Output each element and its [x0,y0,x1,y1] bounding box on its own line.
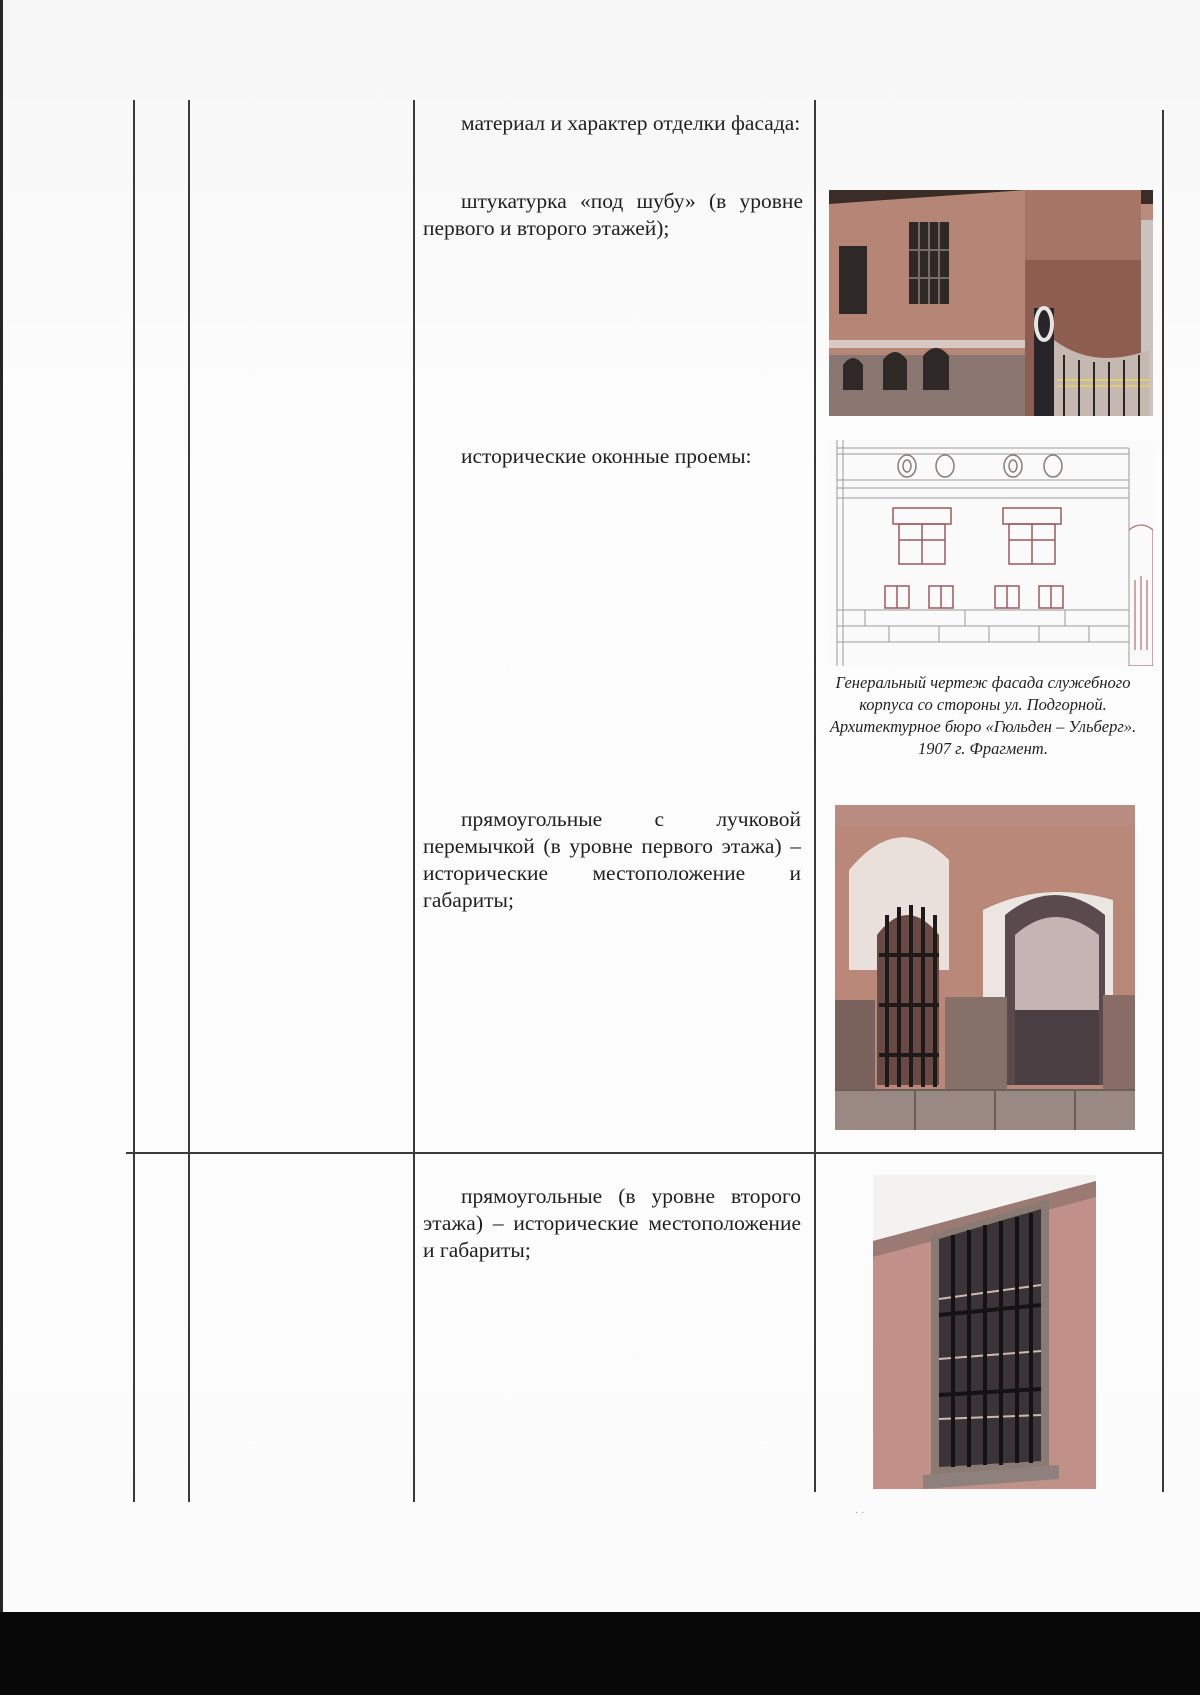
scan-edge [0,0,3,1612]
second-floor-windows-text: прямоугольные (в уровне второго этажа) – исторические местоположение и габариты; [423,1184,801,1262]
second-floor-window-photo [873,1175,1096,1489]
plaster-finish-text: штукатурка «под шубу» (в уровне первого и второго этажей); [423,189,803,240]
table-border-col2 [188,100,190,1502]
facade-drawing [829,440,1153,666]
table-border-left [133,100,135,1502]
table-border-col3 [413,100,415,1502]
first-floor-windows-text: прямоугольные с лучковой перемычкой (в уровне первого этажа) – исторические местоположение и габариты; [423,807,801,912]
table-border-right [1162,110,1164,1492]
historic-windows-heading: исторические оконные проемы: [461,444,752,468]
scan-bottom-border [0,1612,1200,1695]
facade-finish-heading: материал и характер отделки фасада: [461,111,801,135]
scan-dust: · · [855,1508,865,1519]
table-row-divider [126,1152,1163,1154]
table-border-col4 [814,100,816,1492]
facade-corner-photo [829,190,1153,416]
arched-windows-photo [835,805,1135,1130]
drawing-caption: Генеральный чертеж фасада служебного корпуса со стороны ул. Подгорной. Архитектурное бюро «Гюльден – Ульберг». 1907 г. Фрагмент. [829,673,1137,758]
